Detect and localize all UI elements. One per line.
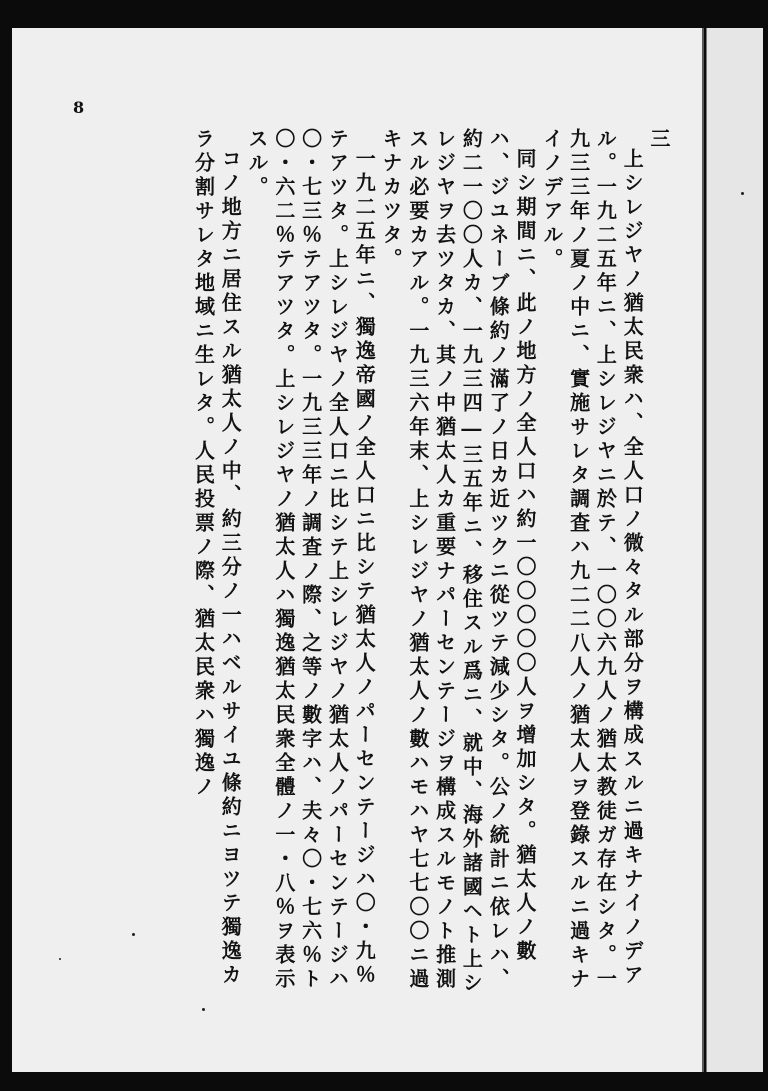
page-number: 8 <box>73 98 85 117</box>
paper-speck <box>202 1008 205 1011</box>
paragraph-4: コノ地方ニ居住スル猶太人ノ中、約三分ノ一ハベルサイユ條約ニヨツテ獨逸カラ分割サレタ地域ニ生レタ。人民投票ノ際、猶太民衆ハ獨逸ノ <box>191 128 243 988</box>
section-heading: 三 <box>647 128 671 152</box>
paper-speck <box>741 192 744 195</box>
adjacent-page-edge <box>706 28 763 1072</box>
paragraph-1: 上シレジヤノ猶太民衆ハ、全人口ノ微々タル部分ヲ構成スルニ過キナイノデアル。一九二五年ニ、上シレジヤニ於テ、一〇〇六九人ノ猶太教徒ガ存在シタ。一九三三年ノ夏ノ中ニ、實施サレタ調査ハ九二二八人ノ猶太人ヲ登錄スルニ過キナイノデアル。 <box>539 128 645 992</box>
paper-speck <box>59 958 61 960</box>
paragraph-3: 一九二五年ニ、獨逸帝國ノ全人口ニ比シテ猶太人ノパーセンテージハ〇・九％テアツタ。上シレジヤノ全人口ニ比シテ上シレジヤノ猶太人ノパーセンテージハ〇・七三％テアツタ。一九三三年ノ調査ノ際、之等ノ數字ハ、夫々〇・七六％ト〇・六二％テアツタ。上シレジヤノ猶太人ハ獨逸猶太民衆全體ノ一・八％ヲ表示スル。 <box>245 128 377 992</box>
vertical-text-block <box>92 128 672 1008</box>
paragraph-2: 同シ期間ニ、此ノ地方ノ全人口ハ約一〇〇〇〇〇人ヲ增加シタ。猶太人ノ數ハ、ジユネーブ條約ノ滿了ノ日カ近ツクニ從ツテ減少シタ。公ノ統計ニ依レハ、約二一〇〇人カ、一九三四―三五年ニ、移住スル爲ニ、就中、海外諸國ヘト上シレジヤヲ去ツタカ、其ノ中猶太人カ重要ナパーセンテージヲ構成スルモノト推測スル必要カアル。一九三六年末、上シレジヤノ猶太人ノ數ハモハヤ七七〇〇ニ過キナカツタ。 <box>379 128 538 996</box>
